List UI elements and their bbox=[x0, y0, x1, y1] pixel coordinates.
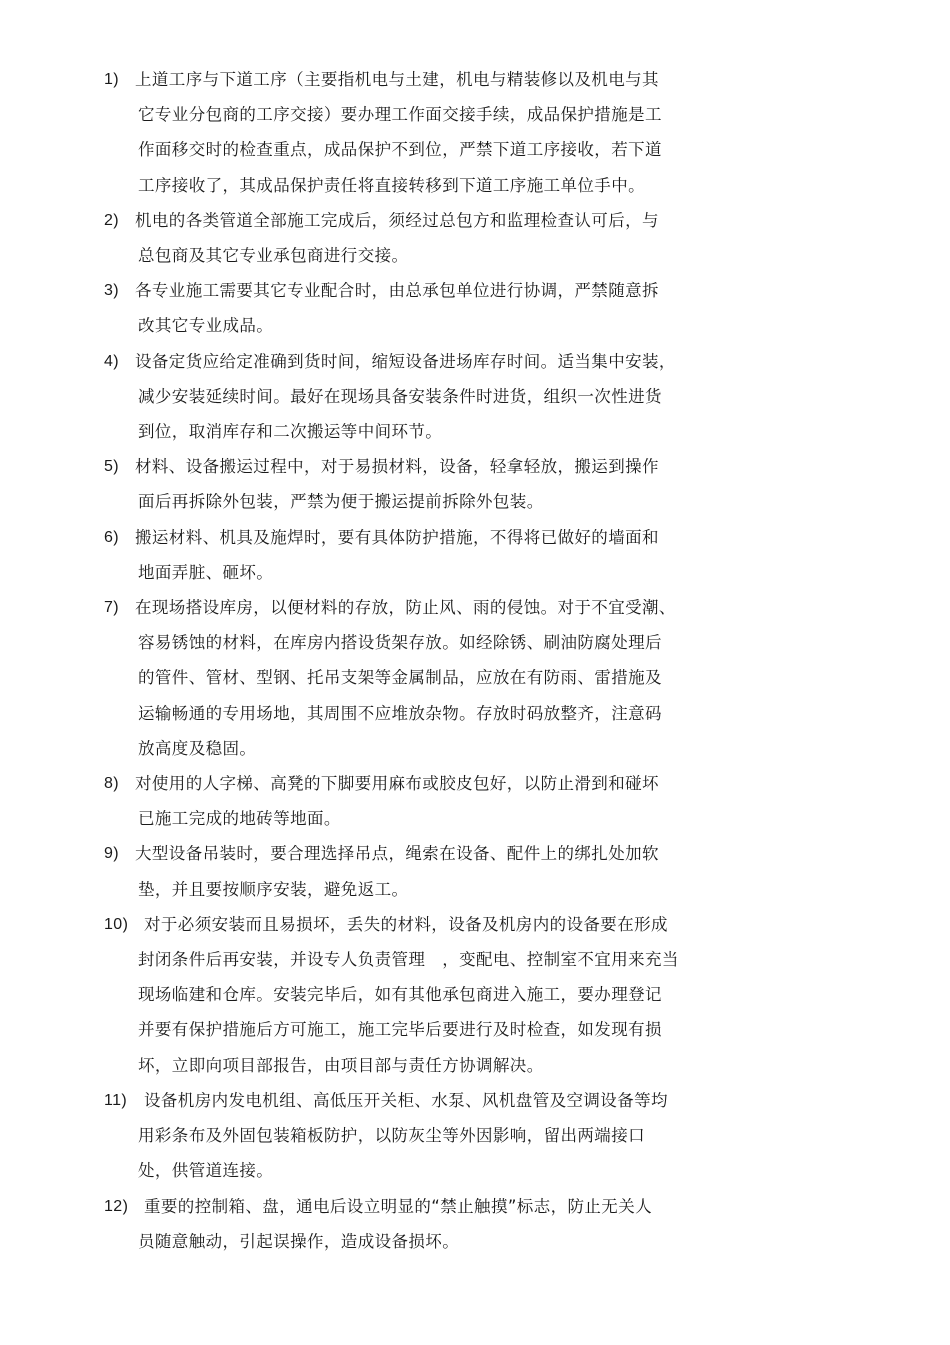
list-item bbox=[104, 344, 724, 450]
item-text-line: 减少安装延续时间。最好在现场具备安装条件时进货，组织一次性进货 bbox=[138, 386, 662, 406]
item-text-line: 到位，取消库存和二次搬运等中间环节。 bbox=[138, 422, 443, 442]
item-text-line: 作面移交时的检查重点，成品保护不到位，严禁下道工序接收，若下道 bbox=[138, 140, 662, 160]
item-text-line: 在现场搭设库房，以便材料的存放，防止风、雨的侵蚀。对于不宜受潮、 bbox=[135, 598, 676, 618]
list-item bbox=[104, 62, 724, 203]
item-number: 12) bbox=[104, 1197, 129, 1215]
list-item bbox=[104, 907, 724, 1083]
item-text-line: 封闭条件后再安装，并设专人负责管理 ，变配电、控制室不宜用来充当 bbox=[138, 950, 679, 970]
item-text-line: 它专业分包商的工序交接）要办理工作面交接手续，成品保护措施是工 bbox=[138, 105, 662, 125]
item-number: 1) bbox=[104, 71, 120, 88]
item-text-line: 搬运材料、机具及施焊时，要有具体防护措施，不得将已做好的墙面和 bbox=[135, 527, 659, 547]
item-text-line: 大型设备吊装时，要合理选择吊点，绳索在设备、配件上的绑扎处加软 bbox=[135, 844, 659, 864]
item-text-line: 员随意触动，引起误操作，造成设备损坏。 bbox=[138, 1231, 460, 1251]
item-text-line: 地面弄脏、砸坏。 bbox=[138, 562, 274, 582]
item-number: 11) bbox=[104, 1091, 128, 1109]
item-text-line: 改其它专业成品。 bbox=[138, 316, 274, 336]
list-item bbox=[104, 766, 724, 836]
item-text-line: 上道工序与下道工序（主要指机电与土建，机电与精装修以及机电与其 bbox=[135, 70, 659, 89]
item-text-line: 机电的各类管道全部施工完成后，须经过总包方和监理检查认可后，与 bbox=[135, 210, 659, 230]
item-text-line: 各专业施工需要其它专业配合时，由总承包单位进行协调，严禁随意拆 bbox=[135, 281, 659, 301]
list-item bbox=[104, 520, 724, 590]
item-number: 7) bbox=[104, 599, 120, 617]
item-text-line: 放高度及稳固。 bbox=[138, 738, 257, 758]
item-text-line: 坏，立即向项目部报告，由项目部与责任方协调解决。 bbox=[138, 1055, 544, 1075]
item-text-line: 处，供管道连接。 bbox=[138, 1161, 274, 1181]
list-item bbox=[104, 1083, 724, 1189]
item-text-line: 运输畅通的专用场地，其周围不应堆放杂物。存放时码放整齐，注意码 bbox=[138, 703, 662, 723]
item-text-line: 对使用的人字梯、高凳的下脚要用麻布或胶皮包好，以防止滑到和碰坏 bbox=[135, 774, 659, 794]
item-text-line: 设备机房内发电机组、高低压开关柜、水泵、风机盘管及空调设备等均 bbox=[144, 1090, 668, 1110]
list-item bbox=[104, 203, 724, 273]
item-number: 5) bbox=[104, 458, 120, 476]
item-number: 9) bbox=[104, 845, 120, 863]
item-text-line: 容易锈蚀的材料，在库房内搭设货架存放。如经除锈、刷油防腐处理后 bbox=[138, 633, 662, 653]
list-item bbox=[104, 590, 724, 766]
item-text-line: 用彩条布及外固包装箱板防护，以防灰尘等外因影响，留出两端接口 bbox=[138, 1126, 645, 1146]
item-text-line: 材料、设备搬运过程中，对于易损材料，设备，轻拿轻放，搬运到操作 bbox=[135, 457, 659, 477]
item-number: 4) bbox=[104, 352, 120, 370]
item-text-line: 工序接收了，其成品保护责任将直接转移到下道工序施工单位手中。 bbox=[138, 175, 645, 195]
list-item bbox=[104, 836, 724, 906]
item-text-line: 重要的控制箱、盘，通电后设立明显的“禁止触摸”标志，防止无关人 bbox=[144, 1196, 652, 1216]
item-text-line: 总包商及其它专业承包商进行交接。 bbox=[138, 246, 409, 266]
item-text-line: 设备定货应给定准确到货时间，缩短设备进场库存时间。适当集中安装， bbox=[135, 351, 676, 371]
item-number: 2) bbox=[104, 211, 120, 229]
list-item bbox=[104, 273, 724, 343]
item-text-line: 并要有保护措施后方可施工，施工完毕后要进行及时检查，如发现有损 bbox=[138, 1020, 662, 1040]
list-item bbox=[104, 1189, 724, 1259]
item-text-line: 已施工完成的地砖等地面。 bbox=[138, 809, 341, 829]
numbered-list bbox=[104, 62, 724, 1259]
item-text-line: 的管件、管材、型钢、托吊支架等金属制品，应放在有防雨、雷措施及 bbox=[138, 668, 662, 688]
list-item bbox=[104, 449, 724, 519]
item-text-line: 面后再拆除外包装，严禁为便于搬运提前拆除外包装。 bbox=[138, 492, 544, 512]
item-text-line: 垫，并且要按顺序安装，避免返工。 bbox=[138, 879, 409, 899]
item-number: 10) bbox=[104, 915, 129, 933]
item-number: 3) bbox=[104, 282, 120, 300]
item-text-line: 对于必须安装而且易损坏，丢失的材料，设备及机房内的设备要在形成 bbox=[144, 914, 668, 934]
item-number: 6) bbox=[104, 528, 120, 546]
item-text-line: 现场临建和仓库。安装完毕后，如有其他承包商进入施工，要办理登记 bbox=[138, 985, 662, 1005]
item-number: 8) bbox=[104, 775, 120, 793]
